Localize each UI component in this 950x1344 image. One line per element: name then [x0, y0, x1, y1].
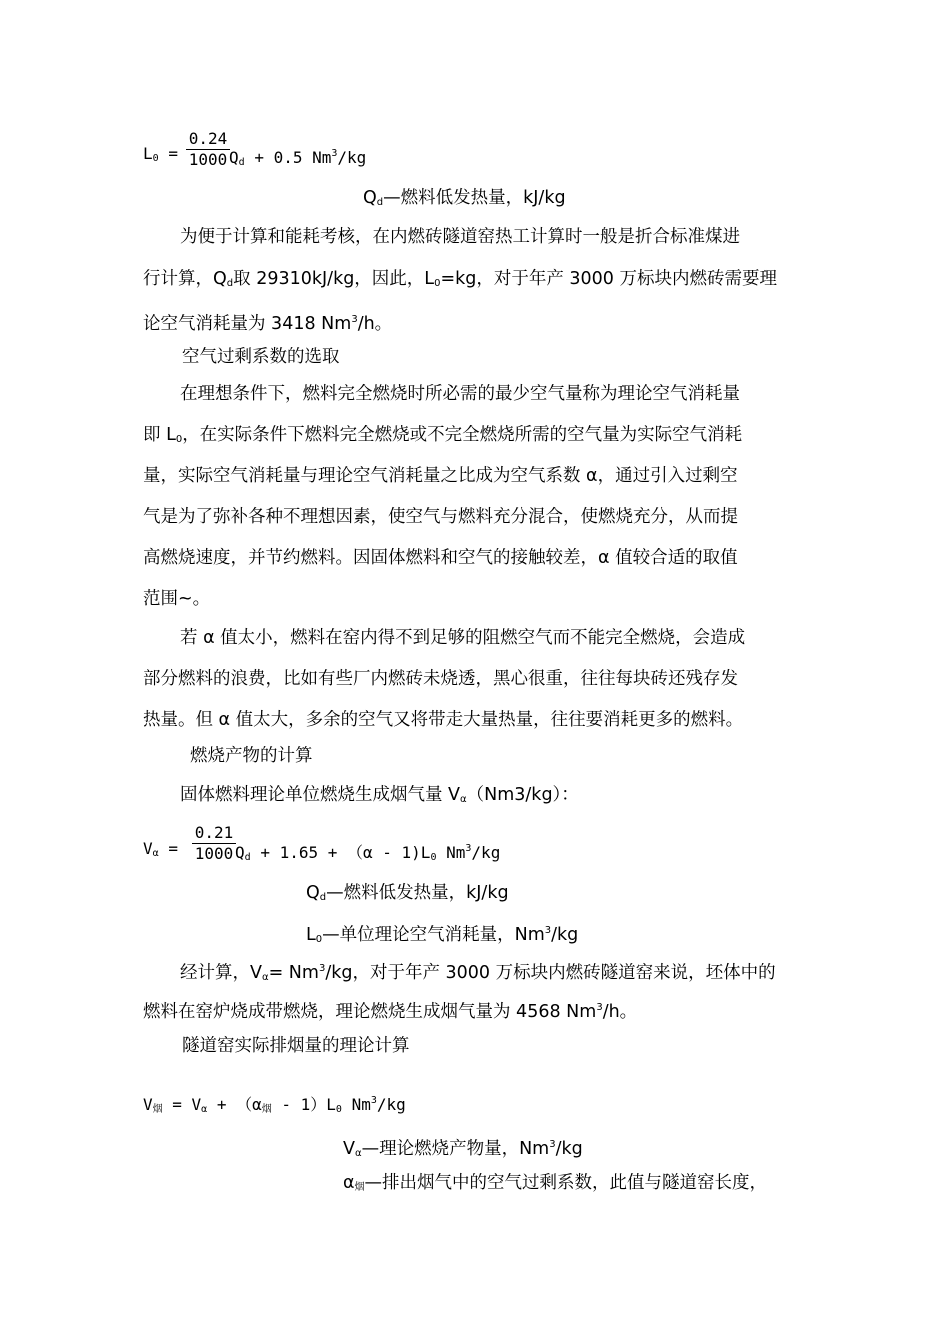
fraction-numerator: 0.21 — [194, 823, 234, 842]
fraction-numerator: 0.24 — [188, 129, 228, 148]
paragraph-1-line-3: 论空气消耗量为 3418 Nm$^3$/h。 — [143, 314, 393, 334]
formula-2-lhs: $V_\alpha$ = — [143, 839, 178, 859]
paragraph-2-line-1: 在理想条件下，燃料完全燃烧时所必需的最少空气量称为理论空气消耗量 — [180, 384, 740, 404]
formula-1-lhs: $L_0$ = — [143, 144, 178, 164]
paragraph-2-line-5: 高燃烧速度，并节约燃料。因固体燃料和空气的接触较差，α 值较合适的取值 — [143, 548, 738, 568]
section-heading-exhaust-volume: 隧道窑实际排烟量的理论计算 — [182, 1036, 410, 1056]
formula-2-rhs: $Q_d + 1.65 + (\alpha - 1)L_0$ Nm$^3$/kg — [235, 843, 501, 863]
section-heading-combustion-products: 燃烧产物的计算 — [190, 746, 313, 766]
formula-2-note-1: $Q_d—$燃料低发热量，kJ/kg — [306, 883, 509, 903]
formula-1-rhs: $Q_d + 0.5$ Nm$^3$/kg — [229, 148, 367, 168]
paragraph-1-line-2: 行计算，$Q_d$取 29310kJ/kg，因此，$L_0=kg$，对于年产 3000 万标块内燃砖需要理 — [143, 269, 778, 289]
paragraph-5-line-2: 燃料在窑炉烧成带燃烧，理论燃烧生成烟气量为 4568 Nm$^3$/h。 — [143, 1002, 638, 1022]
paragraph-3-line-3: 热量。但 α 值太大，多余的空气又将带走大量热量，往往要消耗更多的燃料。 — [143, 710, 744, 730]
paragraph-1-line-1: 为便于计算和能耗考核，在内燃砖隧道窑热工计算时一般是折合标准煤进 — [180, 227, 740, 247]
section-heading-excess-air: 空气过剩系数的选取 — [182, 347, 340, 367]
paragraph-3-line-1: 若 α 值太小，燃料在窑内得不到足够的阻燃空气而不能完全燃烧，会造成 — [180, 628, 746, 648]
formula-1-note: $Q_d—$燃料低发热量，kJ/kg — [363, 188, 566, 208]
paragraph-2-line-2: 即 $L_0$，在实际条件下燃料完全燃烧或不完全燃烧所需的空气量为实际空气消耗 — [143, 425, 743, 445]
paragraph-3-line-2: 部分燃料的浪费，比如有些厂内燃砖未烧透，黑心很重，往往每块砖还残存发 — [143, 669, 738, 689]
formula-3: $V_烟 = V_\alpha + (\alpha_烟 - 1)L_0$ Nm$^3$/kg — [143, 1095, 406, 1115]
paragraph-2-line-4: 气是为了弥补各种不理想因素，使空气与燃料充分混合，使燃烧充分，从而提 — [143, 507, 738, 527]
paragraph-4: 固体燃料理论单位燃烧生成烟气量 $V_\alpha(Nm3/kg)$： — [180, 785, 579, 805]
fraction-denominator: 1000 — [194, 844, 234, 863]
paragraph-2-line-6: 范围~。 — [143, 589, 211, 609]
formula-3-note-1: $V_\alpha—$理论燃烧产物量，Nm$^3$/kg — [343, 1139, 583, 1159]
paragraph-5-line-1: 经计算，$V_\alpha= Nm^3/kg$，对于年产 3000 万标块内燃砖隧道窑来说，坯体中的 — [180, 963, 776, 983]
fraction-denominator: 1000 — [188, 150, 228, 169]
formula-3-note-2: $\alpha_烟—$排出烟气中的空气过剩系数，此值与隧道窑长度， — [343, 1173, 768, 1193]
formula-2-fraction — [192, 823, 236, 864]
formula-2-note-2: $L_0—$单位理论空气消耗量，Nm$^3$/kg — [306, 925, 579, 945]
formula-1-fraction — [186, 129, 230, 170]
paragraph-2-line-3: 量，实际空气消耗量与理论空气消耗量之比成为空气系数 α，通过引入过剩空 — [143, 466, 738, 486]
